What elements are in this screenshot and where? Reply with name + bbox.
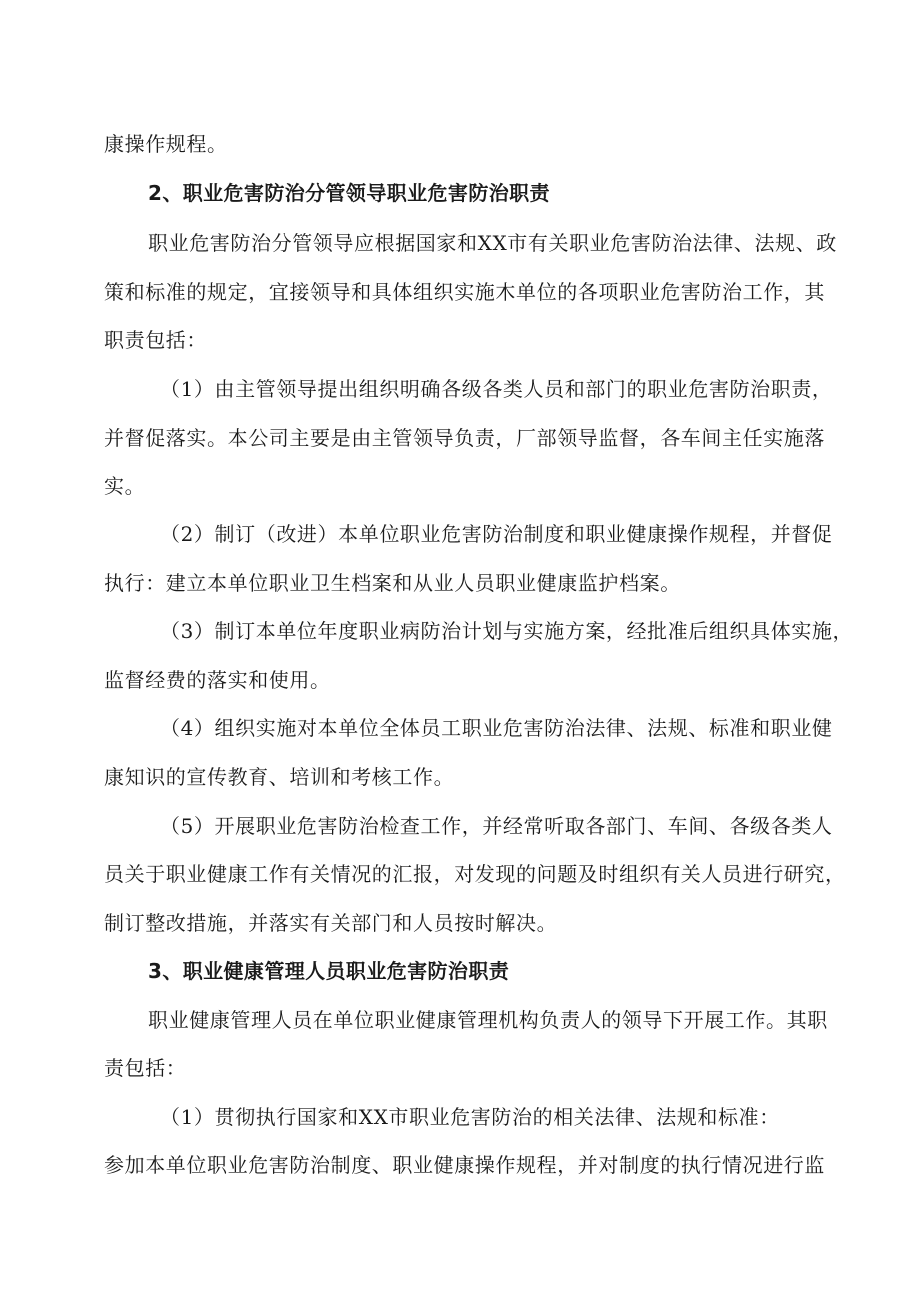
- list-item-line: （1）贯彻执行国家和XX市职业危害防治的相关法律、法规和标准：: [160, 1105, 780, 1129]
- text-line: 并督促落实。本公司主要是由主管领导负责，厂部领导监督，各车间主任实施落: [104, 426, 825, 450]
- text-line: 参加本单位职业危害防治制度、职业健康操作规程，并对制度的执行情况进行监: [104, 1153, 825, 1177]
- text-line: 职责包括：: [104, 328, 207, 352]
- list-item-line: （5）开展职业危害防治检查工作，并经常听取各部门、车间、各级各类人: [160, 814, 833, 838]
- section-heading-3: 3、职业健康管理人员职业危害防治职责: [148, 959, 510, 983]
- text-line: 康知识的宣传教育、培训和考核工作。: [104, 765, 455, 789]
- text-line: 监督经费的落实和使用。: [104, 668, 331, 692]
- list-item-line: （2）制订（改进）本单位职业危害防治制度和职业健康操作规程，并督促: [160, 522, 833, 546]
- list-item-line: （3）制订本单位年度职业病防治计划与实施方案，经批准后组织具体实施，: [160, 619, 854, 643]
- text-line: 职业危害防治分管领导应根据国家和XX市有关职业危害防治法律、法规、政: [148, 231, 837, 255]
- text-line: 执行：建立本单位职业卫生档案和从业人员职业健康监护档案。: [104, 571, 681, 595]
- text-line: 实。: [104, 474, 146, 498]
- text-line: 职业健康管理人员在单位职业健康管理机构负责人的领导下开展工作。其职: [148, 1008, 828, 1032]
- text-line: 制订整改措施，并落实有关部门和人员按时解决。: [104, 911, 558, 935]
- text-line: 康操作规程。: [104, 132, 228, 156]
- list-item-line: （4）组织实施对本单位全体员工职业危害防治法律、法规、标准和职业健: [160, 716, 833, 740]
- text-line: 责包括：: [104, 1056, 187, 1080]
- section-heading-2: 2、职业危害防治分管领导职业危害防治职责: [148, 181, 550, 205]
- text-line: 策和标准的规定，宜接领导和具体组织实施木单位的各项职业危害防治工作，其: [104, 280, 825, 304]
- list-item-line: （1）由主管领导提出组织明确各级各类人员和部门的职业危害防治职责，: [160, 377, 833, 401]
- text-line: 员关于职业健康工作有关情况的汇报，对发现的问题及时组织有关人员进行研究，: [104, 862, 846, 886]
